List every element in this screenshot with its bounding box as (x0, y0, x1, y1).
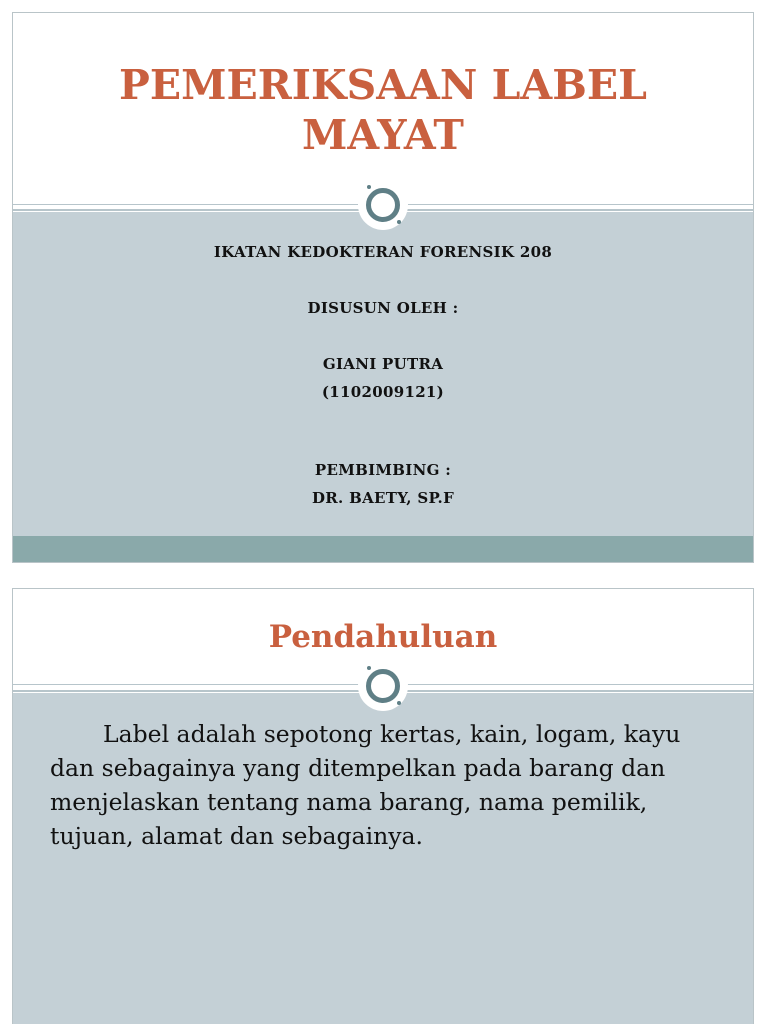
ornament-dot-icon (397, 701, 401, 705)
circle-ring-icon (366, 188, 400, 222)
ornament-dot-icon (397, 220, 401, 224)
subtitle-area (13, 212, 753, 536)
body-paragraph: Label adalah sepotong kertas, kain, logam, kayu dan sebagainya yang ditempelkan pada barang dan menjelaskan tentang nama barang, nama pemilik, tujuan, alamat dan sebagainya. (50, 720, 681, 850)
title-line-2: MAYAT (302, 111, 464, 159)
title-area (13, 13, 753, 203)
compiled-by-label: DISUSUN OLEH : (307, 299, 459, 317)
slide-introduction (12, 588, 754, 1024)
author-name: GIANI PUTRA (322, 355, 444, 373)
presentation-title (119, 60, 647, 160)
bottom-band (13, 536, 753, 563)
supervisor-name: DR. BAETY, SP.F (311, 489, 455, 507)
body-area (13, 693, 753, 1024)
circle-ring-icon (366, 669, 400, 703)
slide-title (12, 12, 754, 563)
author-id: (1102009121) (321, 383, 445, 401)
ornament-dot-icon (367, 185, 371, 189)
slide-heading: Pendahuluan (268, 618, 498, 655)
institution-text: IKATAN KEDOKTERAN FORENSIK 208 (213, 243, 553, 261)
title-line-1: PEMERIKSAAN LABEL (119, 61, 647, 109)
supervisor-label: PEMBIMBING : (314, 461, 452, 479)
ornament-dot-icon (367, 666, 371, 670)
